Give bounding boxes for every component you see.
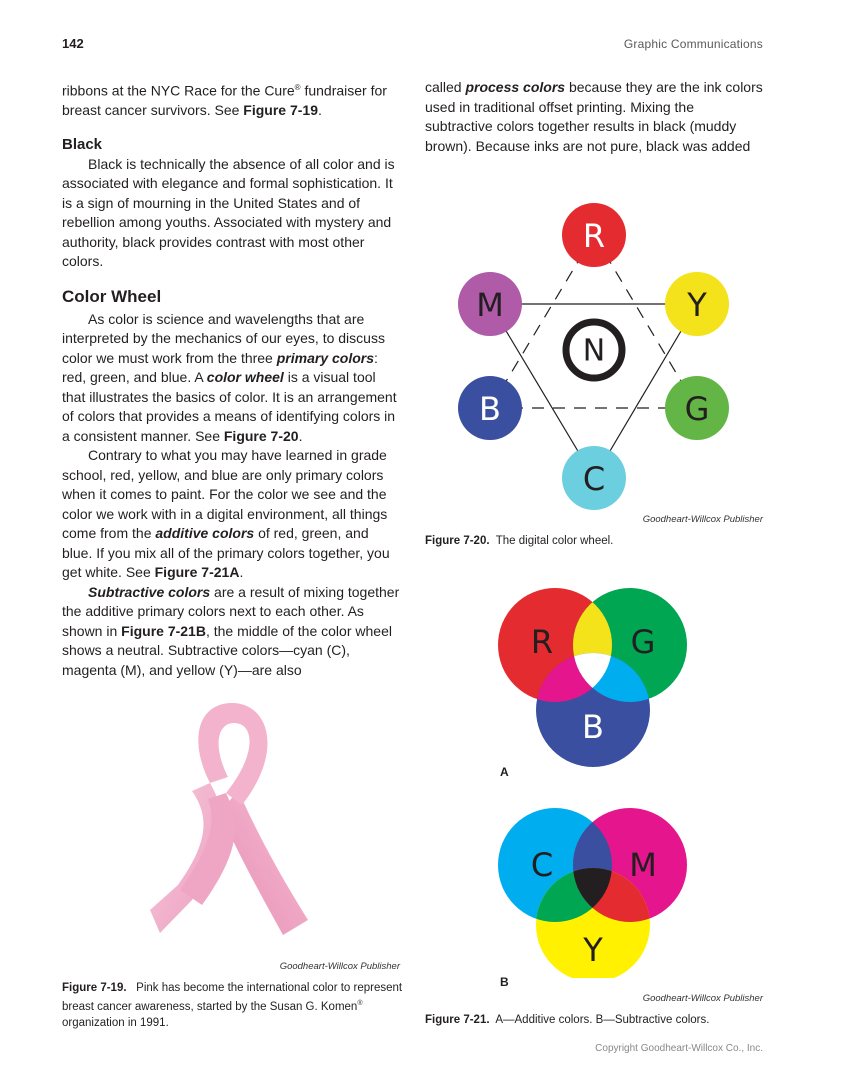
subtractive-label-m: M (629, 846, 657, 884)
figure-ref: Figure 7-21B (121, 622, 206, 639)
additive-label-g: G (630, 623, 656, 661)
term-subtractive-colors: Subtractive colors (88, 583, 211, 600)
black-heading: Black (62, 135, 103, 153)
wheel-label-g: G (684, 390, 710, 428)
term-additive-colors: additive colors (155, 525, 255, 542)
left-column (62, 78, 402, 680)
pink-ribbon-image (150, 695, 320, 950)
copyright-footer: Copyright Goodheart-Willcox Co., Inc. (595, 1043, 763, 1054)
figure-7-21-letter-b: B (500, 975, 509, 989)
figure-7-20-credit: Goodheart-Willcox Publisher (642, 514, 763, 525)
wheel-label-y: Y (687, 286, 707, 324)
running-head: Graphic Communications (623, 37, 763, 51)
subtractive-color-diagram (490, 808, 700, 978)
wheel-label-r: R (582, 217, 606, 255)
figure-ref: Figure 7-21A (154, 564, 240, 581)
wheel-label-b: B (479, 390, 501, 428)
subtractive-label-y: Y (583, 931, 603, 969)
wheel-label-c: C (582, 460, 606, 498)
figure-7-21-caption: Figure 7-21. A—Additive colors. B—Subtractive colors. (425, 1014, 710, 1026)
additive-color-diagram (490, 585, 700, 775)
term-process-colors: process colors (465, 79, 566, 95)
wheel-label-n: N (582, 333, 606, 369)
color-wheel-paragraph-1: As color is science and wavelengths that are interpreted by the mechanics of our eyes, to discuss color we must work from the three primary colors: red, green, and blue. A color wheel is a visual tool that illustrates the basics of color. It is an arrangement of colors that provides a means of identifying colors in a consistent manner. See Figure 7-20. (62, 310, 397, 444)
figure-7-21-credit: Goodheart-Willcox Publisher (642, 993, 763, 1004)
page-number: 142 (62, 36, 84, 51)
digital-color-wheel (440, 190, 760, 510)
figure-7-19-caption: Figure 7-19. Pink has become the international color to represent breast cancer awareness, started by the Susan G. Komen® organization in 1991. (62, 982, 403, 1029)
additive-label-b: B (582, 708, 604, 746)
figure-7-20-caption: Figure 7-20. The digital color wheel. (425, 535, 614, 547)
process-colors-paragraph: called process colors because they are the ink colors used in traditional offset printing. Mixing the subtractive colors together results in black (muddy brown). Because inks are not pure, black was added (425, 79, 763, 154)
term-primary-colors: primary colors (276, 349, 375, 366)
black-paragraph: Black is technically the absence of all color and is associated with elegance and formal sophistication. It is a sign of mourning in the United States and of rebellion among youths. Associated with mystery and authority, black provides contrast with most other colors. (62, 155, 395, 270)
right-column (425, 78, 765, 156)
subtractive-label-c: C (530, 846, 554, 884)
figure-7-21-letter-a: A (500, 765, 509, 779)
color-wheel-paragraph-2: Contrary to what you may have learned in grade school, red, yellow, and blue are only primary colors when it comes to paint. For the color we see and the color we work with in a digital environment, all things come from the additive colors of red, green, and blue. If you mix all of the primary colors together, you get white. See Figure 7-21A. (62, 447, 390, 581)
color-wheel-heading: Color Wheel (62, 286, 162, 306)
additive-label-r: R (530, 623, 554, 661)
wheel-label-m: M (476, 286, 504, 324)
figure-7-19-credit: Goodheart-Willcox Publisher (279, 961, 400, 972)
figure-ref: Figure 7-20 (223, 427, 299, 444)
term-color-wheel: color wheel (206, 369, 284, 386)
color-wheel-paragraph-3: Subtractive colors are a result of mixing together the additive primary colors next to each other. As shown in Figure 7-21B, the middle of the color wheel shows a neutral. Subtractive colors—cyan (C), magenta (M), and yellow (Y)—are also (62, 583, 400, 678)
figure-ref: Figure 7-19 (243, 102, 318, 119)
intro-paragraph: ribbons at the NYC Race for the Cure® fundraiser for breast cancer survivors. See Figure 7-19. (62, 82, 387, 119)
